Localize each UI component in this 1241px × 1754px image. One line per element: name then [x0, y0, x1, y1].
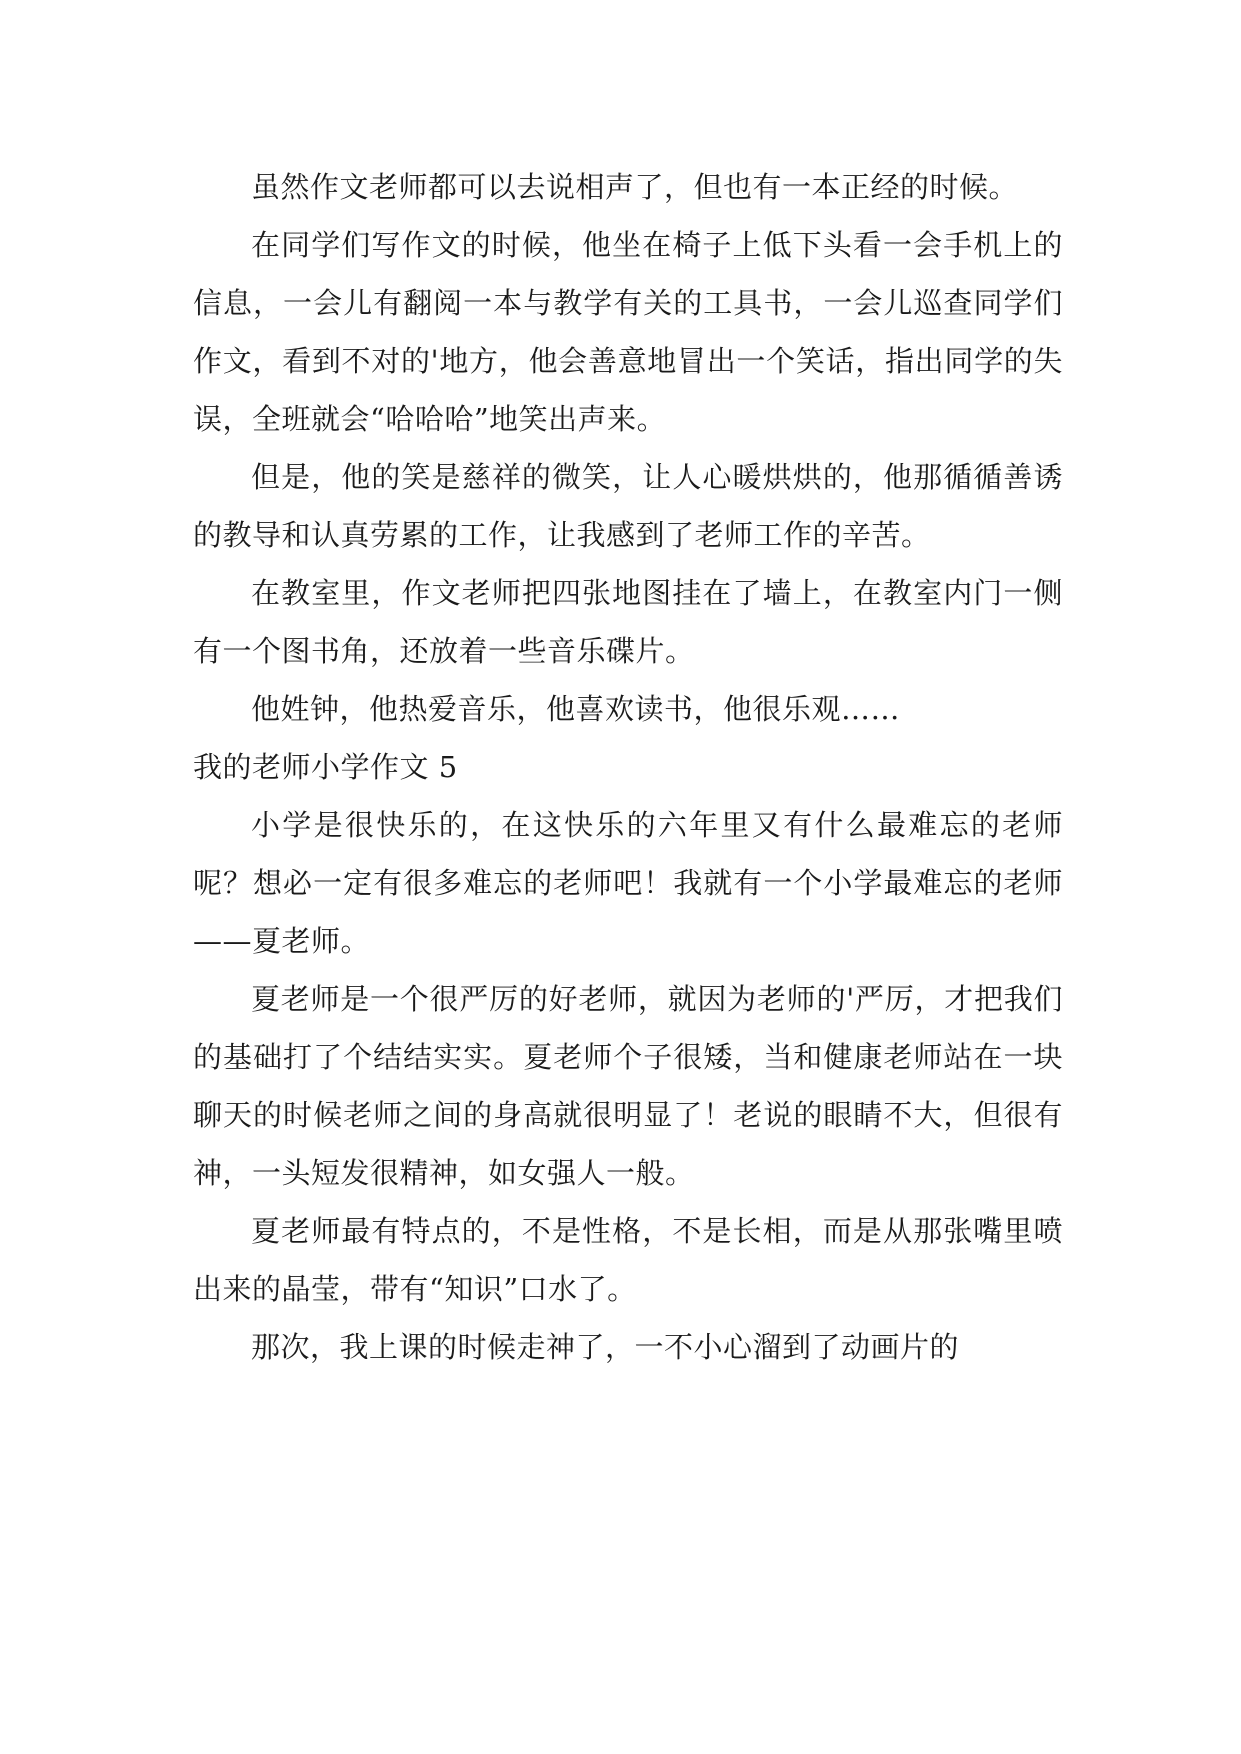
paragraph: 在同学们写作文的时候，他坐在椅子上低下头看一会手机上的信息，一会儿有翻阅一本与教学有关的工具书，一会儿巡查同学们作文，看到不对的'地方，他会善意地冒出一个笑话，指出同学的失误，全班就会“哈哈哈”地笑出声来。 — [193, 228, 1063, 436]
paragraph: 他姓钟，他热爱音乐，他喜欢读书，他很乐观…… — [251, 692, 901, 726]
section-title: 我的老师小学作文 5 — [193, 750, 458, 784]
paragraph: 那次，我上课的时候走神了，一不小心溜到了动画片的 — [251, 1330, 960, 1364]
paragraph: 小学是很快乐的，在这快乐的六年里又有什么最难忘的老师呢？想必一定有很多难忘的老师吧！我就有一个小学最难忘的老师——夏老师。 — [193, 808, 1063, 958]
paragraph: 夏老师最有特点的，不是性格，不是长相，而是从那张嘴里喷出来的晶莹，带有“知识”口水了。 — [193, 1214, 1063, 1306]
paragraph: 在教室里，作文老师把四张地图挂在了墙上，在教室内门一侧有一个图书角，还放着一些音乐碟片。 — [193, 576, 1063, 668]
paragraph: 夏老师是一个很严厉的好老师，就因为老师的'严厉，才把我们的基础打了个结结实实。夏老师个子很矮，当和健康老师站在一块聊天的时候老师之间的身高就很明显了！老说的眼睛不大，但很有神，一头短发很精神，如女强人一般。 — [193, 982, 1063, 1190]
paragraph: 虽然作文老师都可以去说相声了，但也有一本正经的时候。 — [251, 170, 1019, 204]
paragraph: 但是，他的笑是慈祥的微笑，让人心暖烘烘的，他那循循善诱的教导和认真劳累的工作，让我感到了老师工作的辛苦。 — [193, 460, 1063, 552]
document-body — [193, 158, 1063, 1376]
